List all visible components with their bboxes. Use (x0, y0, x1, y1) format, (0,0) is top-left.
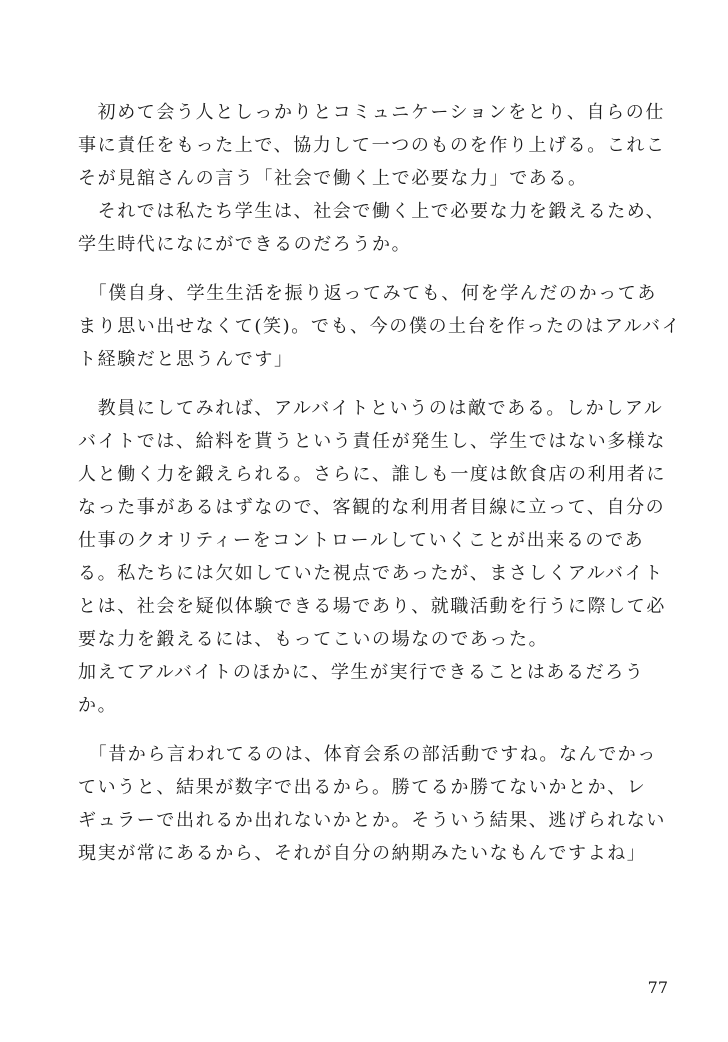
paragraph-4 (78, 392, 668, 656)
text-line: バイトでは、給料を貰うという責任が発生し、学生ではない多様な (78, 431, 666, 452)
text-line: か。 (78, 695, 118, 716)
text-line: 教員にしてみれば、アルバイトというのは敵である。しかしアル (78, 398, 664, 419)
paragraph-3-quote (78, 277, 682, 376)
text-line: まり思い出せなくて(笑)。でも、今の僕の土台を作ったのはアルバイ (78, 316, 682, 337)
text-line: る。私たちには欠如していた視点であったが、まさしくアルバイト (78, 563, 664, 584)
text-line: 人と働く力を鍛えられる。さらに、誰しも一度は飲食店の利用者に (78, 464, 666, 485)
paragraph-gap (78, 376, 668, 392)
text-line: 現実が常にあるから、それが自分の納期みたいなもんですよね」 (78, 843, 647, 864)
text-line: 「昔から言われてるのは、体育会系の部活動ですね。なんでかっ (78, 744, 657, 765)
text-line: 要な力を鍛えるには、もってこいの場なのであった。 (78, 629, 549, 650)
text-line: それでは私たち学生は、社会で働く上で必要な力を鍛えるため、 (78, 201, 666, 222)
text-line: とは、社会を疑似体験できる場であり、就職活動を行うに際して必 (78, 596, 666, 617)
text-line: ていうと、結果が数字で出るから。勝てるか勝てないかとか、レ (78, 777, 647, 798)
text-body (78, 96, 682, 870)
paragraph-5 (78, 656, 668, 722)
paragraph-6-quote (78, 738, 668, 870)
text-line: 仕事のクオリティーをコントロールしていくことが出来るのであ (78, 530, 645, 551)
text-line: ギュラーで出れるか出れないかとか。そういう結果、逃げられない (78, 810, 666, 831)
text-line: 初めて会う人としっかりとコミュニケーションをとり、自らの仕 (78, 102, 665, 123)
text-line: 学生時代になにができるのだろうか。 (78, 234, 412, 255)
text-line: 事に責任をもった上で、協力して一つのものを作り上げる。これこ (78, 135, 666, 156)
text-line: ト経験だと思うんです」 (78, 349, 294, 370)
text-line: 加えてアルバイトのほかに、学生が実行できることはあるだろう (78, 662, 645, 683)
paragraph-gap (78, 261, 668, 277)
text-line: なった事があるはずなので、客観的な利用者目線に立って、自分の (78, 497, 666, 518)
text-line: そが見舘さんの言う「社会で働く上で必要な力」である。 (78, 168, 588, 189)
paragraph-2 (78, 195, 668, 261)
paragraph-gap (78, 722, 668, 738)
text-line: 「僕自身、学生生活を振り返ってみても、何を学んだのかってあ (78, 283, 657, 304)
page-number: 77 (647, 978, 668, 997)
paragraph-1 (78, 96, 668, 195)
